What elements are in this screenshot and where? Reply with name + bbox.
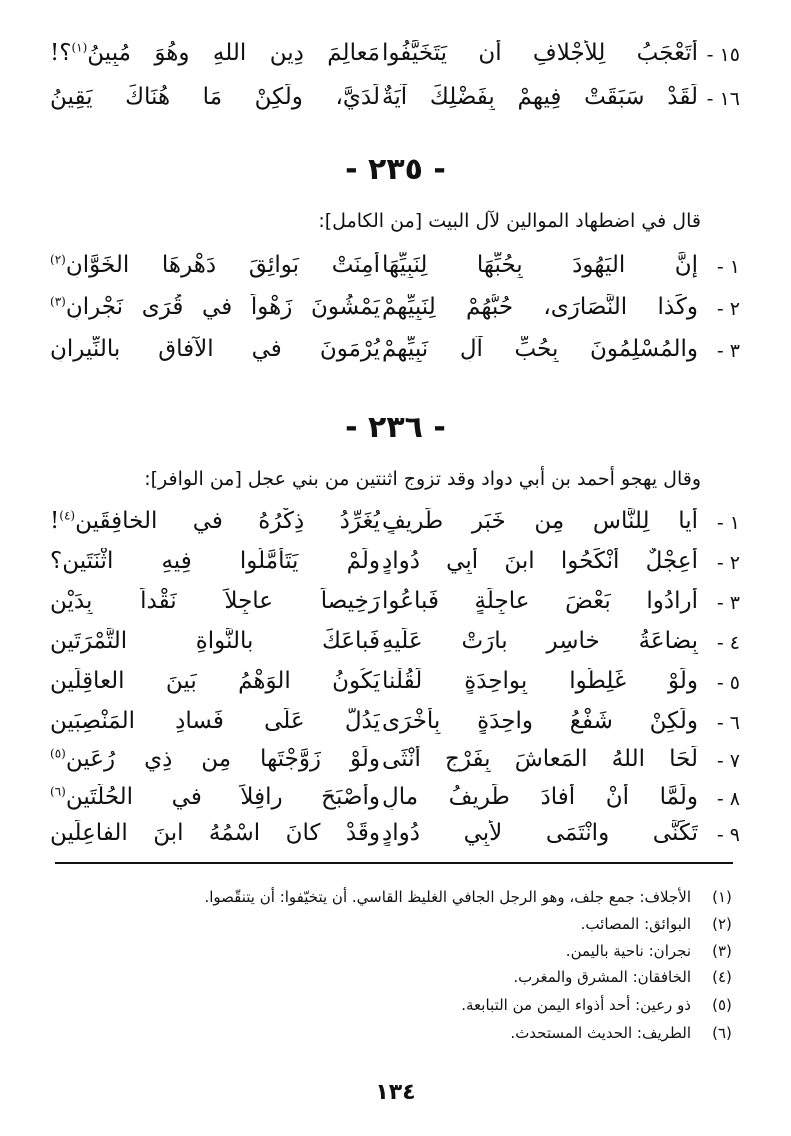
footnote-number: (٤): [712, 968, 732, 986]
verse-number: ٣ -: [702, 340, 740, 362]
footnote: [49, 968, 739, 994]
footnote-text: البوائق: المصائب.: [580, 915, 691, 933]
verse-second-hemistich: مَعالِمَ دِينِ اللهِ وهُوَ مُبِينُ$^{(١)}$؟!: [50, 40, 380, 66]
footnote-reference: (٤): [59, 508, 76, 523]
verse-first-hemistich: لَحَا اللهُ المَعاشَ بِفَرْجِ أُنْثَى: [382, 746, 698, 772]
footnote-text: الطريف: الحديث المستحدث.: [510, 1024, 691, 1042]
verse-first-hemistich: والمُسْلِمُونَ بِحُبِّ آلِ نَبِيِّهِمْ: [382, 336, 698, 362]
verse-first-hemistich: ولَكِنْ شَفْعُ واحِدَةٍ بِأُخْرَى: [382, 708, 698, 734]
verse-line: [50, 784, 740, 824]
poem-intro: قال في اضطهاد الموالين لآل البيت [من الكامل]:: [318, 210, 701, 232]
footnote-number: (٥): [712, 996, 732, 1014]
footnote-number: (٦): [712, 1024, 732, 1042]
verse-second-hemistich: لَدَيَّ، ولَكِنْ مَا هُنَاكَ يَقِينُ: [50, 84, 380, 110]
verse-second-hemistich: ولَمْ يَتَأَمَّلُوا فِيهِ اثْنَتَينِ؟: [50, 548, 380, 574]
verse-first-hemistich: لَقَدْ سَبَقَتْ فِيهِمْ بِفَضْلِكَ آيَةٌ: [382, 84, 698, 110]
verse-second-hemistich: فَباعَكَ بالنَّواةِ التَّمْرَتَينِ: [50, 628, 380, 654]
verse-number: ٢ -: [702, 298, 740, 320]
footnote: [49, 942, 739, 968]
verse-line: [50, 668, 740, 708]
poem-number: - ٢٣٦ -: [345, 410, 446, 445]
footnote: [49, 1024, 739, 1050]
verse-number: ٣ -: [702, 592, 740, 614]
verse-second-hemistich: وقَدْ كانَ اسْمُهُ ابنَ الفاعِلَينِ: [50, 820, 380, 846]
verse-second-hemistich: يُرْمَونَ في الآفاقِ بالنِّيرانِ: [50, 336, 380, 362]
verse-number: ٨ -: [702, 788, 740, 810]
verse-line: [50, 746, 740, 786]
verse-first-hemistich: ولَوْ غَلِطُوا بِواحِدَةٍ لَقُلْنا: [382, 668, 698, 694]
verse-second-hemistich: وأَصْبَحَ رافِلاً في الحُلَّتَينِ$^{(٦)}$: [50, 784, 380, 810]
footnote-reference: (٦): [50, 784, 66, 799]
verse-number: ٩ -: [702, 824, 740, 846]
footnote-text: نجران: ناحية باليمن.: [565, 942, 691, 960]
footnote-number: (٣): [712, 942, 732, 960]
verse-first-hemistich: وكَذا النَّصَارَى، حُبُّهُمْ لِنَبِيِّهِمْ: [382, 294, 698, 320]
verse-line: [50, 628, 740, 668]
footnote-reference: (١): [71, 40, 88, 55]
verse-line: [50, 820, 740, 860]
page-number: ١٣٤: [375, 1080, 416, 1105]
verse-line: [50, 508, 740, 548]
verse-line: [50, 336, 740, 376]
verse-second-hemistich: ولَوْ زَوَّجْتَها مِن ذِي رُعَينِ$^{(٥)}$: [50, 746, 380, 772]
verse-number: ١٥ -: [702, 44, 740, 66]
footnote-number: (١): [712, 888, 732, 906]
verse-number: ١ -: [702, 256, 740, 278]
verse-number: ٥ -: [702, 672, 740, 694]
verse-line: [50, 40, 740, 80]
verse-second-hemistich: يَمْشُونَ زَهْواً في قُرَى نَجْرانِ$^{(٣)}$: [50, 294, 380, 320]
verse-line: [50, 588, 740, 628]
footnote-text: ذو رعين: أحد أذواء اليمن من التبابعة.: [461, 996, 691, 1014]
footnote-text: الأجلاف: جمع جلف، وهو الرجل الجافي الغليظ القاسي. أن يتخيّفوا: أن يتنقّصوا.: [204, 888, 691, 906]
verse-line: [50, 252, 740, 292]
footnote: [49, 996, 739, 1022]
footnote: [49, 915, 739, 941]
verse-second-hemistich: يَدُلُّ عَلَى فَسادِ المَنْصِبَينِ: [50, 708, 380, 734]
verse-second-hemistich: يُغَرِّدُ ذِكْرُهُ في الخافِقَينِ$^{(٤)}$!: [50, 508, 380, 534]
footnote-number: (٢): [712, 915, 732, 933]
verse-number: ١ -: [702, 512, 740, 534]
footnote-separator: [55, 862, 733, 864]
footnote-reference: (٥): [50, 746, 66, 761]
verse-second-hemistich: يَكُونُ الوَهْمُ بَينَ العاقِلَينِ: [50, 668, 380, 694]
verse-number: ١٦ -: [702, 88, 740, 110]
footnote-text: الخافقان: المشرق والمغرب.: [513, 968, 691, 986]
verse-line: [50, 548, 740, 588]
verse-line: [50, 84, 740, 124]
verse-line: [50, 708, 740, 748]
poem-number: - ٢٣٥ -: [345, 152, 446, 187]
verse-first-hemistich: أَعِجْلٌ أَنْكَحُوا ابنَ أبِي دُوادٍ: [382, 548, 698, 574]
verse-number: ٧ -: [702, 750, 740, 772]
verse-second-hemistich: أمِنَتْ بَوائِقَ دَهْرِهَا الخَوَّانِ$^{(٢)}$: [50, 252, 380, 278]
poem-intro: وقال يهجو أحمد بن أبي دواد وقد تزوج اثنتين من بني عجل [من الوافر]:: [144, 468, 701, 490]
verse-first-hemistich: ولَمَّا أنْ أفادَ طَرِيفُ مالٍ: [382, 784, 698, 810]
verse-number: ٦ -: [702, 712, 740, 734]
verse-second-hemistich: رَخِيصاً عاجِلاً نَقْداً بِدَيْنِ: [50, 588, 380, 614]
verse-first-hemistich: أيا لِلنَّاسِ مِن خَبَرٍ طَرِيفٍ: [382, 508, 698, 534]
verse-first-hemistich: أرادُوا بَعْضَ عاجِلَةٍ فَباعُوا: [382, 588, 698, 614]
verse-first-hemistich: إنَّ اليَهُودَ بِحُبِّهَا لِنَبِيِّهَا: [382, 252, 698, 278]
footnote-reference: (٣): [50, 294, 66, 309]
verse-number: ٢ -: [702, 552, 740, 574]
verse-number: ٤ -: [702, 632, 740, 654]
verse-line: [50, 294, 740, 334]
footnote-reference: (٢): [50, 252, 66, 267]
verse-first-hemistich: بِضاعَةُ خاسِرٍ بارَتْ عَلَيهِ: [382, 628, 698, 654]
verse-first-hemistich: أَتَعْجَبُ لِلأَجْلافِ أن يَتَخَيَّفُوا: [382, 40, 698, 66]
verse-first-hemistich: تَكَنَّى وانْتَمَى لأَبِي دُوادٍ: [382, 820, 698, 846]
footnote: [49, 888, 739, 914]
